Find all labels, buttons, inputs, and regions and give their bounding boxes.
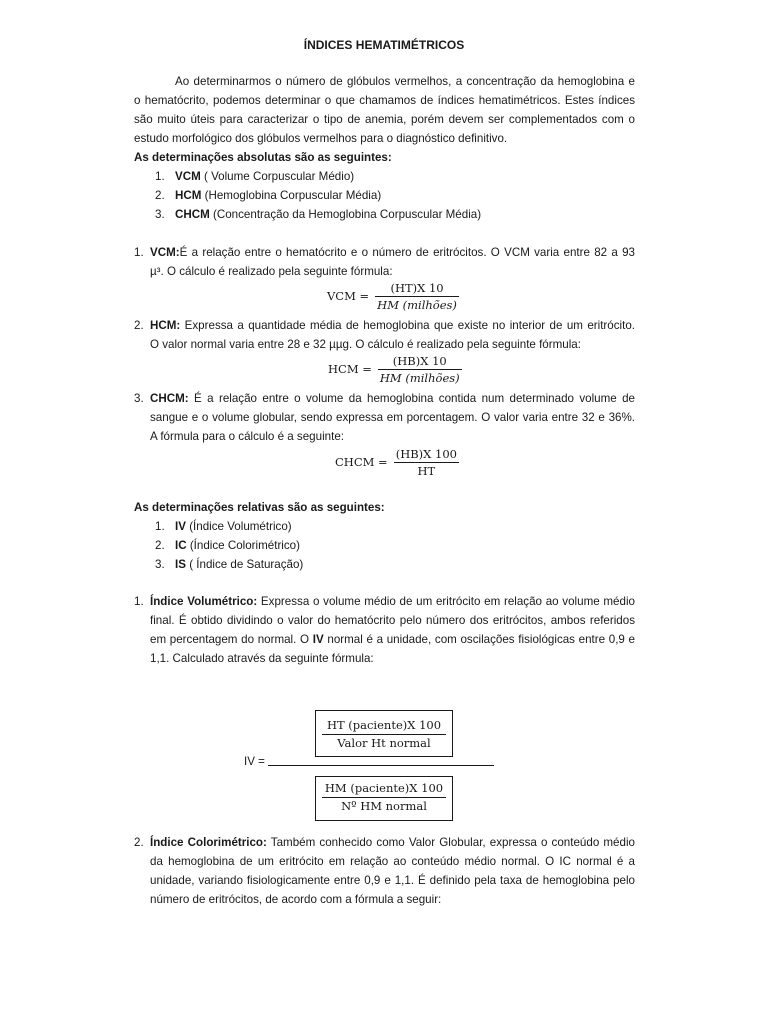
list-item: 2. HCM (Hemoglobina Corpuscular Média) [155,189,382,202]
ic-line: Índice Colorimétrico: Também conhecido como Valor Globular, expressa o conteúdo médio [150,836,635,849]
chcm-line: A fórmula para o cálculo é a seguinte: [150,430,344,443]
iv-lhs: IV = [244,755,265,768]
chcm-line: sangue e o volume globular, sendo expressa em porcentagem. O valor varia entre 32 e 36%. [150,411,635,424]
relativas-heading: As determinações relativas são as seguintes: [134,501,385,514]
intro-line: são muito úteis para caracterizar o tipo de anemia, porém devem ser complementados com o [134,113,635,126]
ic-line: número de eritrócitos, de acordo com a fórmula a seguir: [150,893,442,906]
iv-top-fraction: HT (paciente)X 100 Valor Ht normal [322,717,446,752]
item-number: 2. [134,319,144,332]
vcm-line: VCM:É a relação entre o hematócrito e o número de eritrócitos. O VCM varia entre 82 a 93 [150,246,635,259]
page-title: ÍNDICES HEMATIMÉTRICOS [303,38,465,52]
relativas-list [155,517,303,574]
list-item: 1. IV (Índice Volumétrico) [155,520,292,533]
list-item: 2. IC (Índice Colorimétrico) [155,539,300,552]
intro-line: Ao determinarmos o número de glóbulos vermelhos, a concentração da hemoglobina e [175,75,635,88]
item-number: 2. [134,836,144,849]
intro-line: estudo morfológico dos glóbulos vermelhos para o diagnóstico definitivo. [134,132,508,145]
iv-bottom-fraction: HM (paciente)X 100 Nº HM normal [322,780,446,815]
ic-line: da hemoglobina de um eritrócito em relação ao conteúdo médio normal. O IC normal é a [150,855,635,868]
ic-line: unidade, variando fisiologicamente entre 0,9 e 1,1. É definido pela taxa de hemoglobina pelo [150,874,635,887]
list-item: 3. CHCM (Concentração da Hemoglobina Corpuscular Média) [155,208,482,221]
list-item: 3. IS ( Índice de Saturação) [155,558,304,571]
hcm-line: O valor normal varia entre 28 e 32 µµg. O cálculo é realizado pela seguinte fórmula: [150,338,581,351]
iv-line: Índice Volumétrico: Expressa o volume médio de um eritrócito em relação ao volume médio [150,595,635,608]
iv-line: 1,1. Calculado através da seguinte fórmula: [150,652,374,665]
item-number: 3. [134,392,144,405]
vcm-line: µ³. O cálculo é realizado pela seguinte fórmula: [150,265,393,278]
vcm-formula: VCM = $\frac{(HT)X 10}{\text{HM (milhões)}}$ [327,281,457,312]
chcm-formula: CHCM = $\frac{(HB)X 100}{HT}$ [335,447,457,478]
chcm-line: CHCM: É a relação entre o volume da hemoglobina contida num determinado volume de [150,392,635,405]
iv-line: final. É obtido dividindo o valor do hematócrito pelo número dos eritrócitos, ambos referidos [150,614,635,627]
hcm-formula: HCM = $\frac{(HB)X 10}{\text{HM (milhões)}}$ [328,354,460,385]
intro-line: o hematócrito, podemos determinar o que chamamos de índices hematimétricos. Estes índices [134,94,635,107]
item-number: 1. [134,595,144,608]
absolutas-list [155,167,481,224]
absolutas-heading: As determinações absolutas são as seguintes: [134,151,392,164]
hcm-line: HCM: Expressa a quantidade média de hemoglobina que existe no interior de um eritrócito. [150,319,635,332]
item-number: 1. [134,246,144,259]
list-item: 1. VCM ( Volume Corpuscular Médio) [155,170,355,183]
iv-main-fraction-bar [268,765,494,766]
iv-line: em percentagem do normal. O IV normal é a unidade, com oscilações fisiológicas entre 0,9 e [150,633,635,646]
intro-paragraph [134,72,635,148]
